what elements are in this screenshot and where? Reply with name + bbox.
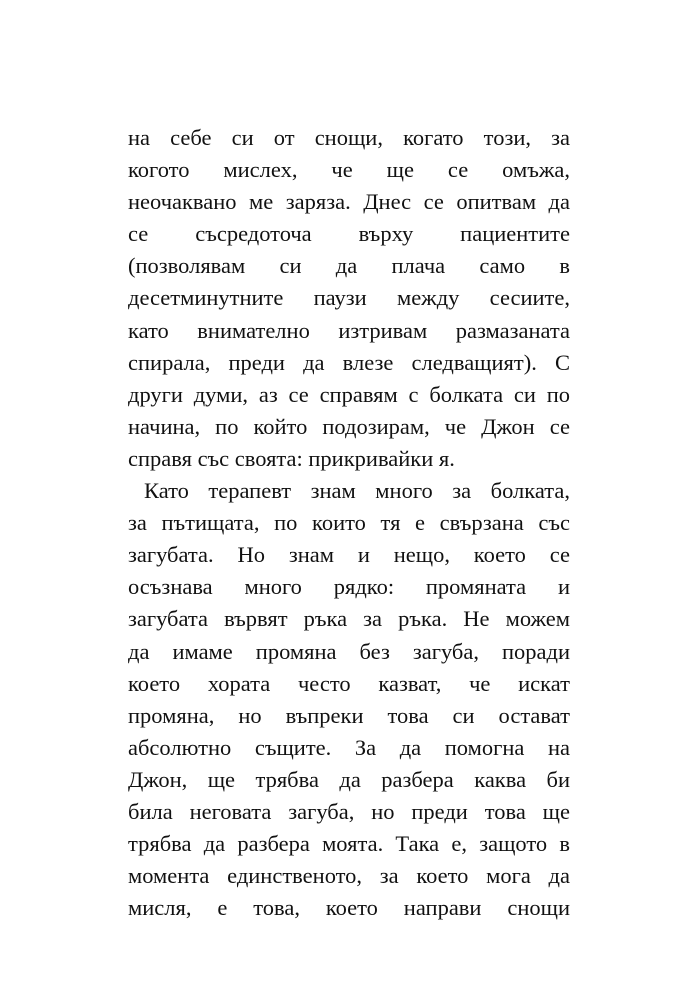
text-line: абсолютно същите. За да помогна на: [128, 734, 570, 760]
text-line: спирала, преди да влезе следващият). С: [128, 349, 570, 375]
text-line: за пътищата, по които тя е свързана със: [128, 510, 570, 536]
text-line: била неговата загуба, но преди това ще: [128, 798, 570, 824]
text-line: което хората често казват, че искат: [128, 670, 570, 696]
text-line: като внимателно изтривам размазаната: [128, 317, 570, 343]
text-line: да имаме промяна без загуба, поради: [128, 638, 570, 664]
text-line: справя със своята: прикривайки я.: [128, 445, 455, 471]
body-text: [128, 122, 570, 924]
text-line: момента единственото, за което мога да: [128, 863, 570, 889]
text-line: Джон, ще трябва да разбера каква би: [128, 766, 570, 792]
text-line: се съсредоточа върху пациентите: [128, 221, 570, 247]
text-line: загубата вървят ръка за ръка. Не можем: [128, 606, 570, 632]
text-line: десетминутните паузи между сесиите,: [128, 285, 570, 311]
text-line: загубата. Но знам и нещо, което се: [128, 542, 570, 568]
text-line: (позволявам си да плача само в: [128, 253, 570, 279]
text-line: промяна, но въпреки това си остават: [128, 702, 570, 728]
text-line: Като терапевт знам много за болката,: [144, 478, 570, 504]
text-line: начина, по който подозирам, че Джон се: [128, 413, 570, 439]
text-line: на себе си от снощи, когато този, за: [128, 125, 570, 150]
text-line: трябва да разбера моята. Така е, защото в: [128, 831, 570, 857]
text-line: осъзнава много рядко: промяната и: [128, 574, 570, 600]
text-line: когото мислех, че ще се омъжа,: [128, 157, 570, 183]
text-line: мисля, е това, което направи снощи: [128, 895, 570, 921]
text-line: други думи, аз се справям с болката си по: [128, 381, 570, 407]
text-line: неочаквано ме заряза. Днес се опитвам да: [128, 189, 570, 215]
